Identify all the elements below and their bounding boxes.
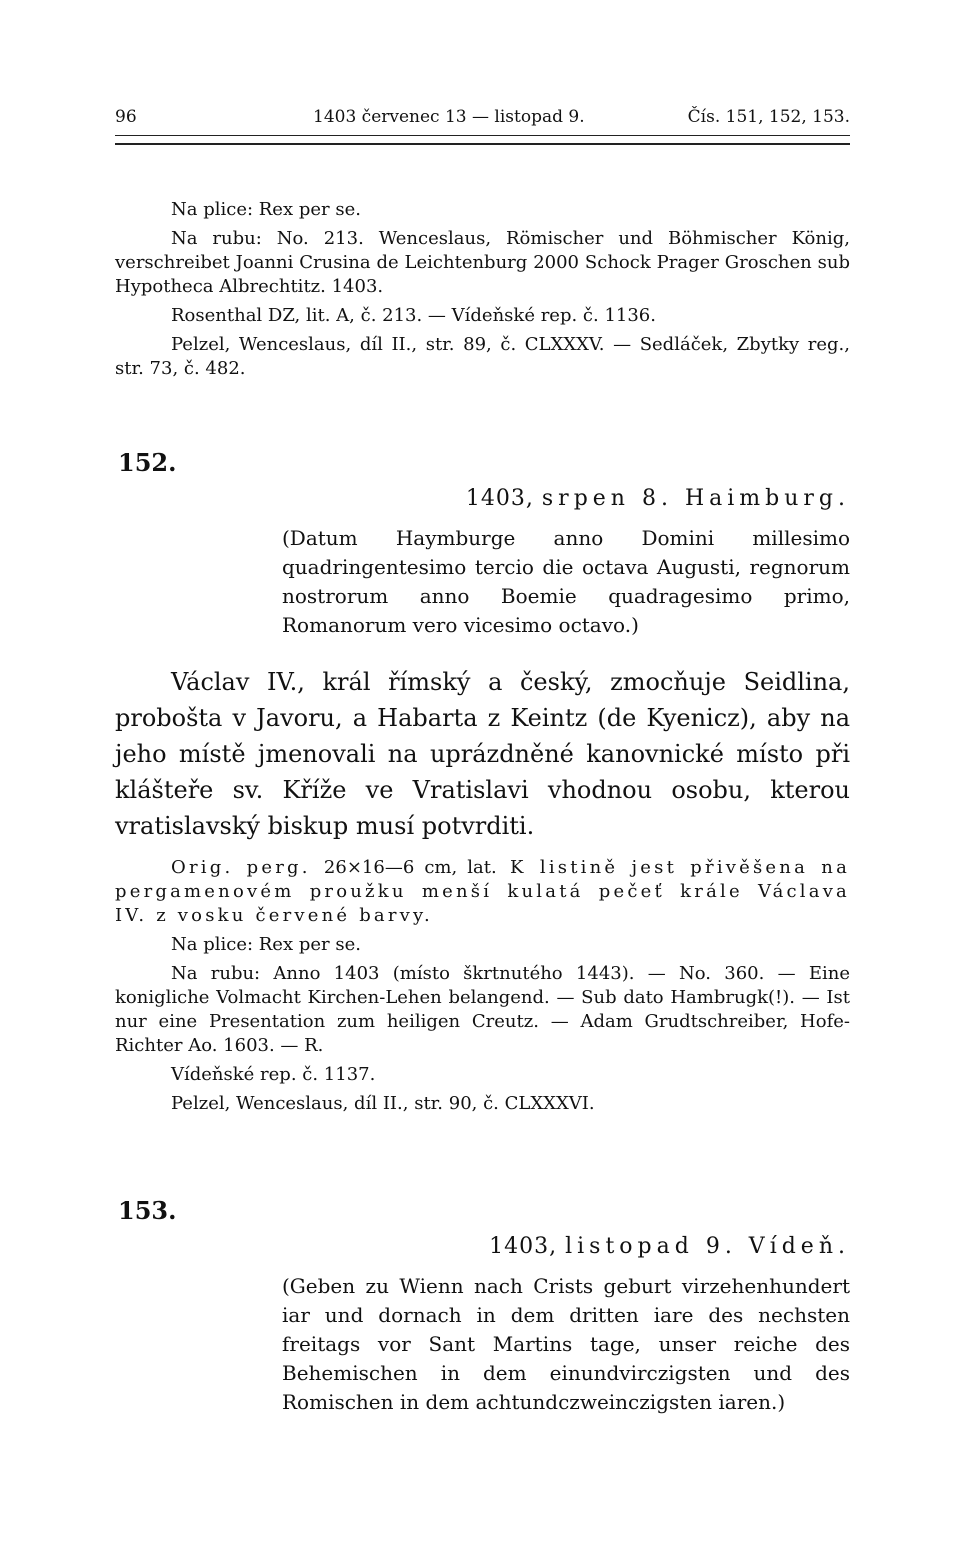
reference-line: Pelzel, Wenceslaus, díl II., str. 89, č. CLXXXV. — Sedláček, Zbytky reg., str. 73, č. 482. (115, 334, 850, 379)
orig-seal-description: K listině jest přivěšena na pergamenovém proužku menší kulatá pečeť krále Václava IV. z vosku červené barvy. (115, 857, 850, 926)
plice-note: Na plice: Rex per se. (171, 934, 361, 955)
date-year: 1403, (489, 1234, 558, 1259)
entry-date-place (466, 484, 850, 514)
rubu-note: Na rubu: Anno 1403 (místo škrtnutého 1443). — No. 360. — Eine konigliche Volmacht Kirchen-Lehen belangend. — Sub dato Hambrugk(!). — Ist nur eine Presentation zum heiligen Creutz. — Adam Grudtschreiber, Hofe-Richter Ao. 1603. — R. (115, 963, 850, 1056)
dating-formula: (Geben zu Wienn nach Crists geburt virzehenhundert iar und dornach in dem dritten iare des nechsten freitags vor Sant Martins tage, unser reiche des Behemischen in dem einundvirczigsten und des Romischen in dem achtundczweinczigsten iaren.) (282, 1274, 850, 1414)
running-head-date-range: 1403 červenec 13 — listopad 9. (313, 107, 585, 127)
page-header (115, 104, 850, 130)
date-year: 1403, (465, 486, 534, 511)
dating-formula: (Datum Haymburge anno Domini millesimo quadringentesimo tercio die octava Augusti, regnorum nostrorum anno Boemie quadragesimo primo, Romanorum vero vicesimo octavo.) (282, 526, 850, 637)
reference-line: Pelzel, Wenceslaus, díl II., str. 90, č. CLXXXVI. (171, 1093, 595, 1114)
rubu-note: Na rubu: No. 213. Wenceslaus, Römischer und Böhmischer König, verschreibet Joanni Crusina de Leichtenburg 2000 Schock Prager Groschen sub Hypotheca Albrechtitz. 1403. (115, 228, 850, 297)
entry-number: 153. (118, 1196, 177, 1225)
orig-prefix: Orig. perg. (171, 857, 311, 878)
entry-152-notes (115, 856, 850, 1121)
reference-line: Vídeňské rep. č. 1137. (171, 1064, 376, 1085)
date-month-place: srpen 8. Haimburg. (541, 486, 850, 511)
page-number: 96 (115, 107, 137, 127)
entry-151-notes (115, 198, 850, 386)
entry-date-place (489, 1232, 850, 1262)
header-rule-thin (115, 135, 850, 136)
original-description (115, 856, 850, 928)
date-month-place: listopad 9. Vídeň. (565, 1234, 850, 1259)
header-rule-thick (115, 143, 850, 145)
reference-line: Rosenthal DZ, lit. A, č. 213. — Vídeňské rep. č. 1136. (171, 305, 656, 326)
running-head-numbers: Čís. 151, 152, 153. (687, 107, 850, 127)
orig-dimensions: 26×16—6 cm, lat. (323, 857, 497, 878)
regest-text: Václav IV., král římský a český, zmocňuje Seidlina, probošta v Javoru, a Habarta z Keintz (de Kyenicz), aby na jeho místě jmenovali na uprázdněné kanovnické místo při klášteře sv. Kříže ve Vratislavi vhodnou osobu, kterou vratislavský biskup musí potvrditi. (115, 668, 850, 840)
entry-number: 152. (118, 448, 177, 477)
plice-note: Na plice: Rex per se. (171, 199, 361, 220)
